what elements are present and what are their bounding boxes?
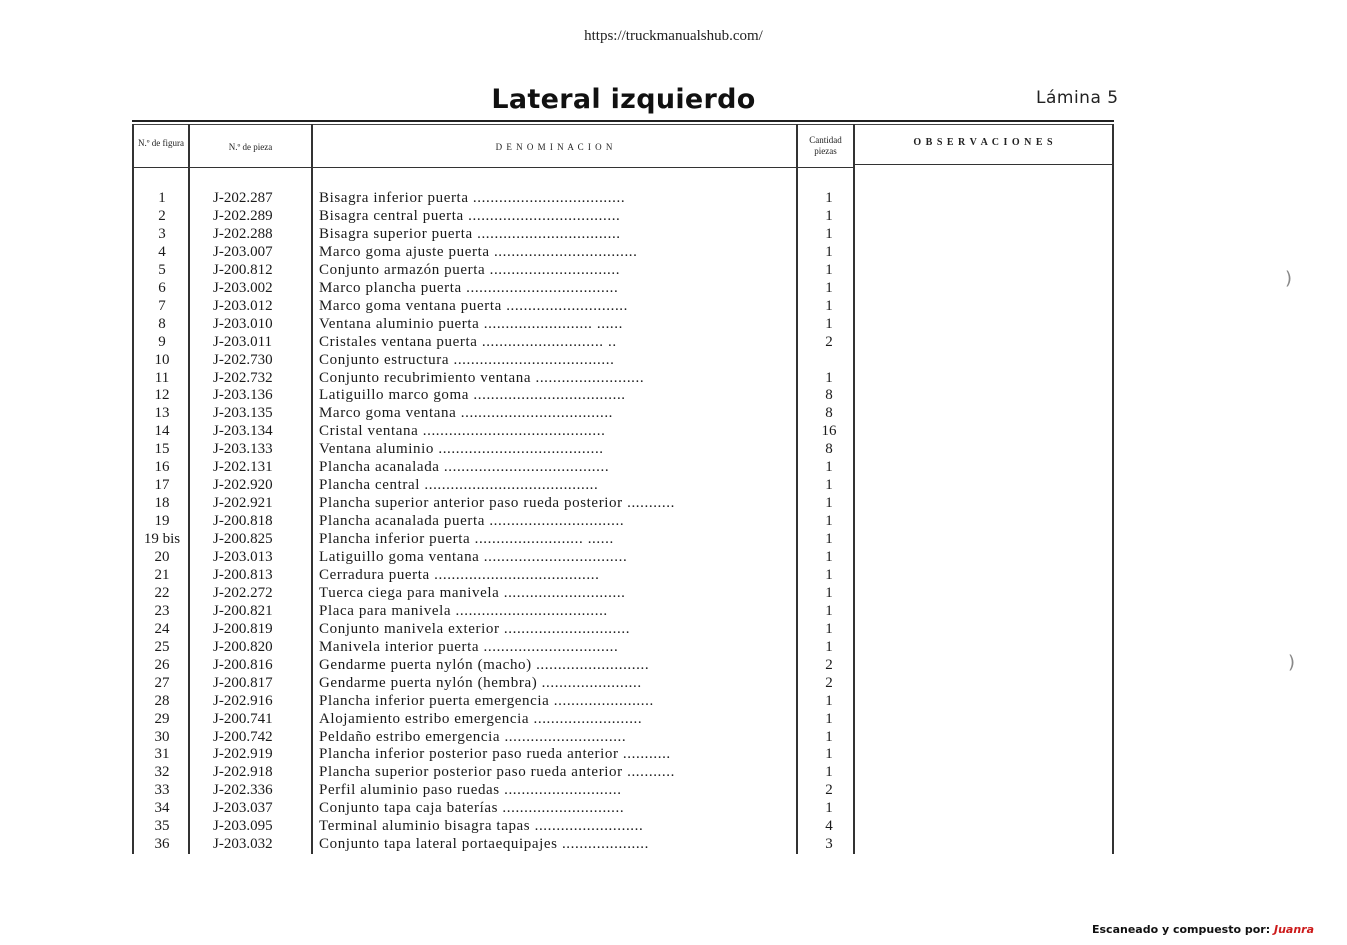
part-number: J-202.288 [213,225,273,242]
figure-number: 24 [154,620,170,637]
header-part: N.º de pieza [228,142,273,152]
part-number: J-202.921 [213,495,273,512]
figure-number: 4 [158,243,166,260]
quantity: 1 [825,513,833,530]
denomination: Conjunto tapa caja baterías ............................ [319,800,625,817]
denomination: Plancha inferior puerta ......................... ...... [319,531,614,548]
figure-number: 8 [158,315,166,332]
part-number: J-202.287 [213,190,273,206]
figure-number: 29 [154,710,170,727]
denomination: Plancha superior posterior paso rueda anterior ........... [319,764,675,781]
quantity: 1 [825,764,833,781]
part-number: J-202.919 [213,746,273,763]
denomination: Gendarme puerta nylón (macho) .......................... [319,656,650,673]
quantity: 1 [825,207,833,224]
figure-number: 25 [154,638,170,655]
figure-number: 14 [154,423,170,440]
part-number: J-200.813 [213,566,273,583]
quantity: 2 [825,656,833,673]
part-number: J-203.136 [213,387,273,404]
denomination: Latiguillo goma ventana ................................. [319,549,628,565]
quantity: 2 [825,674,833,691]
part-number: J-203.012 [213,297,273,314]
header-underline-obs [855,164,1112,165]
denomination: Conjunto recubrimiento ventana ......................... [319,369,645,386]
col-divider-den [796,124,798,854]
quantity: 1 [825,225,833,242]
part-number: J-203.013 [213,549,273,565]
header-underline-qty [798,167,853,168]
denomination: Plancha superior anterior paso rueda posterior ........... [319,495,675,512]
figure-number: 15 [154,441,170,458]
denomination: Bisagra superior puerta ................................. [319,225,621,242]
part-number: J-200.820 [213,638,273,655]
part-number: J-203.002 [213,279,273,296]
figure-number: 23 [154,602,170,619]
quantity: 1 [825,315,833,332]
part-number: J-202.730 [213,351,273,368]
part-number: J-202.289 [213,207,273,224]
part-number: J-203.133 [213,441,273,458]
denomination: Latiguillo marco goma ................................... [319,387,626,404]
part-number: J-202.336 [213,782,273,799]
figure-number: 34 [154,800,170,817]
top-rule [132,120,1114,122]
figure-number: 12 [154,387,170,404]
figure-number: 6 [158,279,166,296]
quantity: 1 [825,531,833,548]
part-number: J-203.007 [213,243,273,260]
part-number: J-203.095 [213,818,273,835]
figure-number: 3 [158,225,166,242]
figure-number: 13 [154,405,170,422]
quantity: 1 [825,800,833,817]
quantity: 1 [825,243,833,260]
source-url: https://truckmanualshub.com/ [584,28,763,44]
quantity: 1 [825,638,833,655]
figure-number: 16 [154,459,170,476]
denomination: Plancha inferior puerta emergencia ....................... [319,692,654,709]
col-divider-part [311,124,313,854]
quantity: 8 [825,441,833,458]
part-number: J-202.920 [213,477,273,494]
quantity: 8 [825,387,833,404]
figure-number: 18 [154,495,170,512]
header-underline-part [190,167,311,168]
part-number: J-203.135 [213,405,273,422]
denomination: Ventana aluminio puerta ......................... ...... [319,315,623,332]
part-number: J-203.134 [213,423,273,440]
denomination: Peldaño estribo emergencia ............................ [319,728,627,745]
quantity: 4 [825,818,833,835]
quantity: 1 [825,369,833,386]
scan-mark: ) [1288,652,1296,673]
header-quantity: Cantidad piezas [809,135,842,156]
denomination: Manivela interior puerta ............................... [319,638,619,655]
quantity: 1 [825,459,833,476]
part-number: J-200.742 [213,728,273,745]
figure-number: 33 [154,782,170,799]
denomination: Conjunto manivela exterior ............................. [319,620,631,637]
part-number: J-200.825 [213,531,273,548]
figure-number: 5 [158,261,166,278]
figure-number: 27 [154,674,170,691]
quantity: 1 [825,584,833,601]
footer-text: Escaneado y compuesto por: [1092,923,1271,936]
part-number: J-200.741 [213,710,273,727]
part-number: J-200.812 [213,261,273,278]
part-number: J-203.037 [213,800,273,817]
header-underline-fig [134,167,188,168]
quantity: 3 [825,836,833,853]
denomination: Perfil aluminio paso ruedas ........................... [319,782,622,799]
quantity: 1 [825,692,833,709]
denomination: Bisagra central puerta ................................... [319,207,621,224]
part-number: J-202.272 [213,584,273,601]
quantity: 1 [825,620,833,637]
figure-number: 20 [154,549,170,565]
figure-number: 32 [154,764,170,781]
quantity: 1 [825,190,833,206]
denomination: Conjunto armazón puerta .............................. [319,261,621,278]
footer-name: Juanra [1273,923,1315,936]
top-rule-thin [132,124,1114,125]
denomination: Plancha inferior posterior paso rueda anterior ........... [319,746,671,763]
part-number: J-202.916 [213,692,273,709]
quantity: 1 [825,549,833,565]
part-number: J-200.819 [213,620,273,637]
part-number: J-200.821 [213,602,273,619]
figure-number: 19 bis [143,531,181,548]
quantity: 2 [825,333,833,350]
header-observations: O B S E R V A C I O N E S [913,137,1054,148]
quantity: 1 [825,746,833,763]
part-number: J-203.010 [213,315,273,332]
denomination: Tuerca ciega para manivela ............................ [319,584,626,601]
scan-mark: ) [1285,268,1293,289]
denomination: Alojamiento estribo emergencia ......................... [319,710,643,727]
quantity: 1 [825,477,833,494]
quantity: 2 [825,782,833,799]
figure-number: 17 [154,477,170,494]
denomination: Conjunto estructura ..................................... [319,351,615,368]
denomination: Marco goma ventana ................................... [319,405,614,422]
figure-number: 30 [154,728,170,745]
denomination: Placa para manivela ................................... [319,602,608,619]
denomination: Ventana aluminio ...................................... [319,441,604,458]
part-number: J-200.817 [213,674,273,691]
header-fig: N.º de figura [137,138,185,148]
quantity: 1 [825,297,833,314]
figure-number: 19 [154,513,170,530]
quantity: 8 [825,405,833,422]
figure-number: 36 [154,836,170,853]
figure-number: 10 [154,351,170,368]
part-number: J-200.816 [213,656,273,673]
figure-number: 31 [154,746,170,763]
part-number: J-200.818 [213,513,273,530]
denomination: Plancha acanalada ...................................... [319,459,610,476]
quantity: 1 [825,710,833,727]
denomination: Bisagra inferior puerta ................................... [319,190,626,206]
page-title: Lateral izquierdo [491,84,756,115]
part-number: J-203.011 [213,333,273,350]
quantity: 16 [821,423,837,440]
quantity: 1 [825,602,833,619]
quantity: 1 [825,566,833,583]
header-underline-den [313,167,796,168]
figure-number: 9 [158,333,166,350]
part-number: J-203.032 [213,836,273,853]
figure-number: 2 [158,207,166,224]
header-denomination: D E N O M I N A C I O N [495,142,614,152]
part-number: J-202.732 [213,369,273,386]
figure-number: 28 [154,692,170,709]
part-number: J-202.918 [213,764,273,781]
denomination: Terminal aluminio bisagra tapas ......................... [319,818,644,835]
part-number: J-202.131 [213,459,273,476]
figure-number: 35 [154,818,170,835]
denomination: Cerradura puerta ...................................... [319,566,600,583]
footer-credit [1092,923,1314,936]
quantity: 1 [825,495,833,512]
plate-number: Lámina 5 [1036,88,1119,108]
denomination: Gendarme puerta nylón (hembra) ....................... [319,674,642,691]
denomination: Plancha acanalada puerta ............................... [319,513,625,530]
denomination: Cristales ventana puerta ............................ .. [319,333,617,350]
figure-number: 22 [154,584,170,601]
denomination: Marco goma ajuste puerta ................................. [319,243,638,260]
figure-number: 21 [154,566,170,583]
quantity: 1 [825,279,833,296]
denomination: Conjunto tapa lateral portaequipajes .................... [319,836,649,853]
denomination: Plancha central ........................................ [319,477,599,494]
figure-number: 7 [158,297,166,314]
figure-number: 11 [154,369,170,386]
quantity: 1 [825,261,833,278]
quantity: 1 [825,728,833,745]
denomination: Cristal ventana .......................................... [319,423,606,440]
col-divider-right [1112,124,1114,854]
denomination: Marco plancha puerta ................................... [319,279,619,296]
denomination: Marco goma ventana puerta ............................ [319,297,628,314]
figure-number: 1 [158,190,166,206]
figure-number: 26 [154,656,170,673]
